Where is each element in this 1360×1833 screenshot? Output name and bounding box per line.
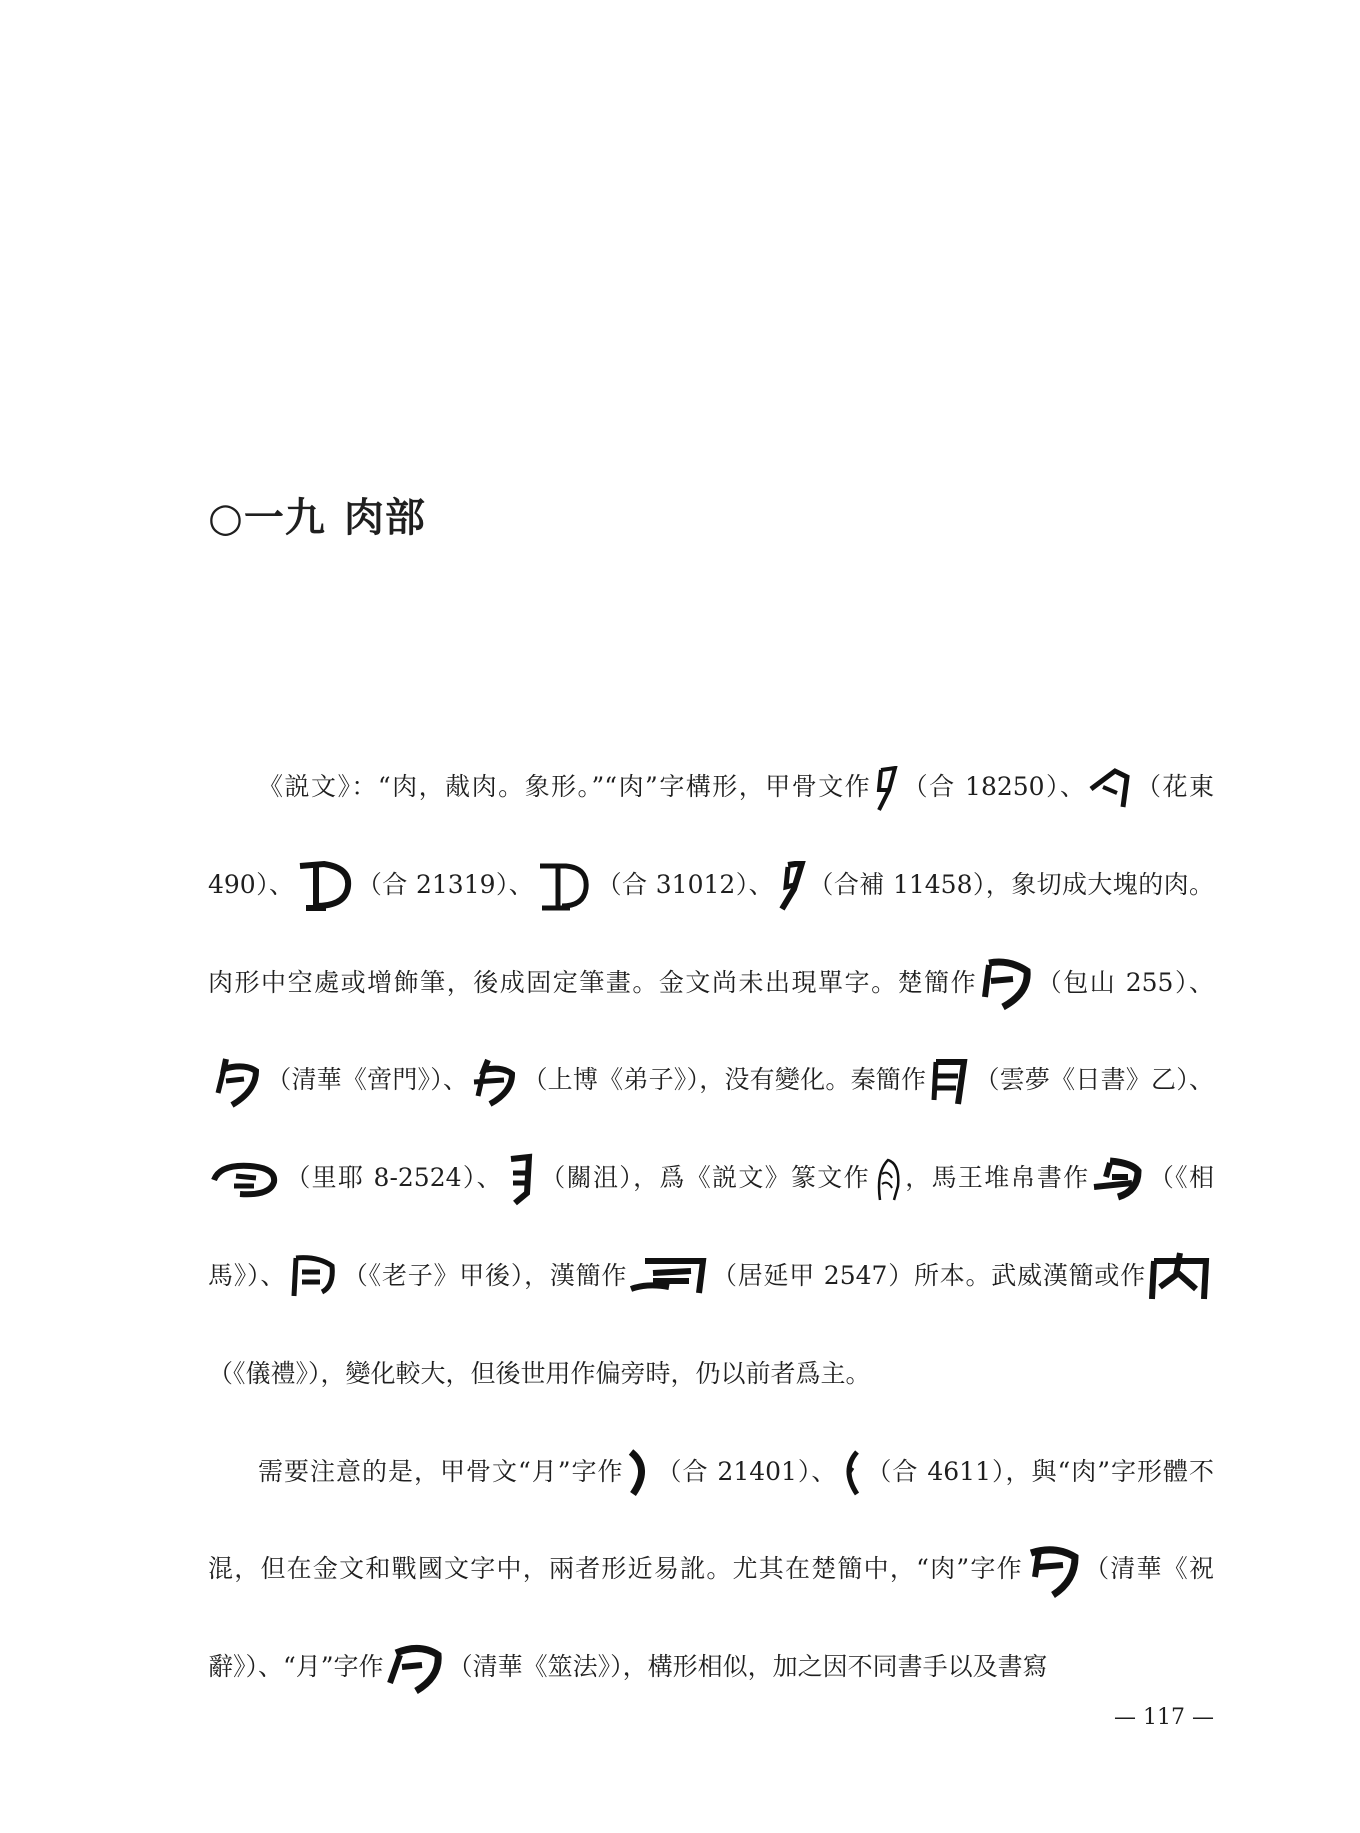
text-run: （居延甲 2547）所本。武威漢簡或作 — [711, 1260, 1146, 1290]
silk-manuscript-rou-glyph — [288, 1252, 340, 1302]
chu-slip-rou-glyph — [210, 1055, 264, 1109]
oracle-bone-rou-glyph — [296, 860, 354, 912]
text-run: （雲夢《日書》乙）、 — [974, 1065, 1214, 1095]
text-run: （關沮），爲《説文》篆文作 — [538, 1163, 870, 1193]
text-run: （清華《啻門》）、 — [266, 1065, 469, 1095]
text-run: （花東 490）、 — [208, 772, 1214, 899]
page-number: — 117 — — [1114, 1705, 1214, 1730]
chu-slip-rou-glyph — [979, 957, 1033, 1011]
text-run: （合補 11458），象切成大塊的肉。肉形中空處或增飾筆，後成固定筆畫。金文尚未出現單字。楚簡作 — [208, 869, 1215, 997]
chu-slip-rou-glyph — [470, 1056, 520, 1108]
oracle-bone-rou-glyph — [776, 861, 806, 911]
text-run: （包山 255）、 — [1035, 967, 1214, 997]
text-run: （合 18250）、 — [901, 772, 1087, 801]
text-run: （合 4611），與“肉”字形體不混，但在金文和戰國文字中，兩者形近易訛。尤其在楚簡中，“肉”字作 — [208, 1456, 1214, 1584]
text-run: （《儀禮》），變化較大，但後世用作偏旁時，仍以前者爲主。 — [208, 1358, 871, 1388]
text-run: （合 21319）、 — [356, 869, 535, 899]
body-text — [208, 738, 1214, 1716]
section-number: ○一九 — [208, 494, 326, 541]
text-run: （清華《筮法》），構形相似，加之因不同書手以及書寫 — [447, 1652, 1048, 1682]
text-run: （《老子》甲後），漢簡作 — [342, 1260, 628, 1290]
text-run: 需要注意的是，甲骨文“月”字作 — [258, 1456, 624, 1486]
text-run: （《相馬》）、 — [208, 1163, 1214, 1290]
oracle-bone-rou-glyph — [1089, 767, 1133, 811]
seal-script-rou-glyph — [872, 1156, 902, 1204]
han-slip-rou-glyph — [1148, 1251, 1212, 1303]
text-run: （上博《弟子》），没有變化。秦簡作 — [522, 1065, 927, 1095]
text-run: ，馬王堆帛書作 — [903, 1163, 1090, 1193]
text-run: （合 21401）、 — [655, 1456, 838, 1486]
chu-slip-rou-glyph — [1025, 1543, 1081, 1599]
paragraph-1 — [208, 738, 1214, 1423]
text-run: （里耶 8-2524）、 — [284, 1163, 503, 1193]
chu-slip-yue-glyph — [386, 1641, 446, 1697]
text-run: （清華《祝辭》）、“月”字作 — [208, 1554, 1214, 1682]
oracle-bone-rou-glyph — [873, 766, 899, 812]
qin-slip-rou-glyph — [928, 1056, 972, 1108]
qin-slip-rou-glyph — [505, 1153, 537, 1207]
oracle-bone-rou-glyph — [536, 860, 594, 912]
oracle-bone-yue-glyph — [625, 1448, 653, 1498]
text-run: 《説文》：“肉，胾肉。象形。”“肉”字構形，甲骨文作 — [258, 772, 872, 801]
text-run: （合 31012）、 — [596, 869, 775, 899]
qin-slip-rou-glyph — [210, 1160, 282, 1200]
oracle-bone-yue-glyph — [839, 1448, 863, 1498]
paragraph-2 — [208, 1423, 1214, 1716]
silk-manuscript-rou-glyph — [1092, 1157, 1146, 1203]
section-title: 肉部 — [343, 494, 426, 541]
section-heading — [208, 486, 426, 543]
han-slip-rou-glyph — [629, 1255, 709, 1299]
